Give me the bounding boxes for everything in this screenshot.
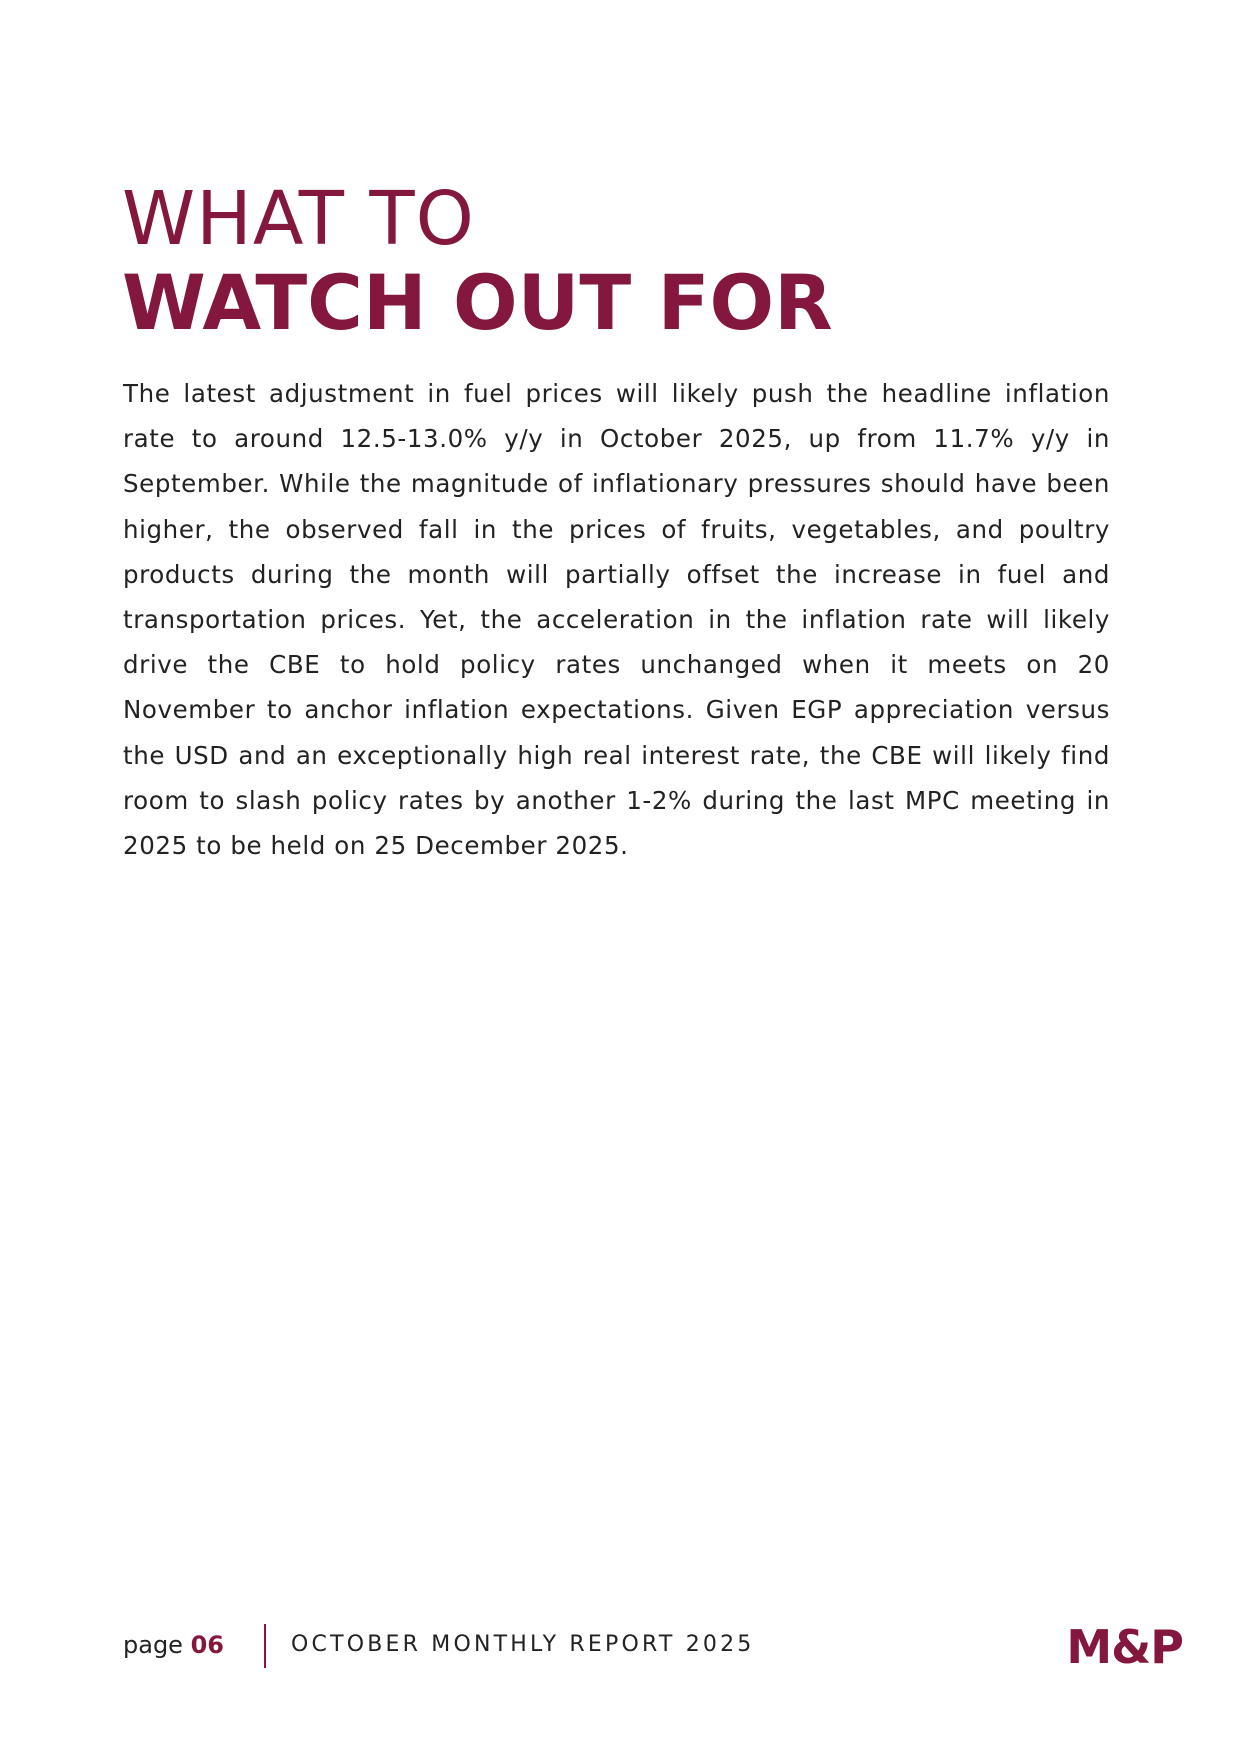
section-heading [122, 178, 1122, 346]
heading-line-watch-out-for: WATCH OUT FOR [122, 258, 833, 347]
footer-divider [264, 1624, 266, 1668]
page-footer [123, 1620, 1183, 1674]
body-paragraph: The latest adjustment in fuel prices will likely push the headline inflation rate to around 12.5-13.0% y/y in October 2025, up from 11.7% y/y in September. While the magnitude of inflationary pressures should have been higher, the observed fall in the prices of fruits, vegetables, and poultry products during the month will partially offset the increase in fuel and transportation prices. Yet, the acceleration in the inflation rate will likely drive the CBE to hold policy rates unchanged when it meets on 20 November to anchor inflation expectations. Given EGP appreciation versus the USD and an exceptionally high real interest rate, the CBE will likely find room to slash policy rates by another 1-2% during the last MPC meeting in 2025 to be held on 25 December 2025. [123, 379, 1110, 861]
page-number: 06 [190, 1631, 224, 1659]
company-logo: M&P [1066, 1620, 1183, 1674]
report-title: OCTOBER MONTHLY REPORT 2025 [291, 1632, 755, 1657]
heading-line-what-to: WHAT TO [122, 176, 475, 262]
page-indicator [123, 1630, 224, 1660]
page-label-text: page [123, 1631, 183, 1659]
